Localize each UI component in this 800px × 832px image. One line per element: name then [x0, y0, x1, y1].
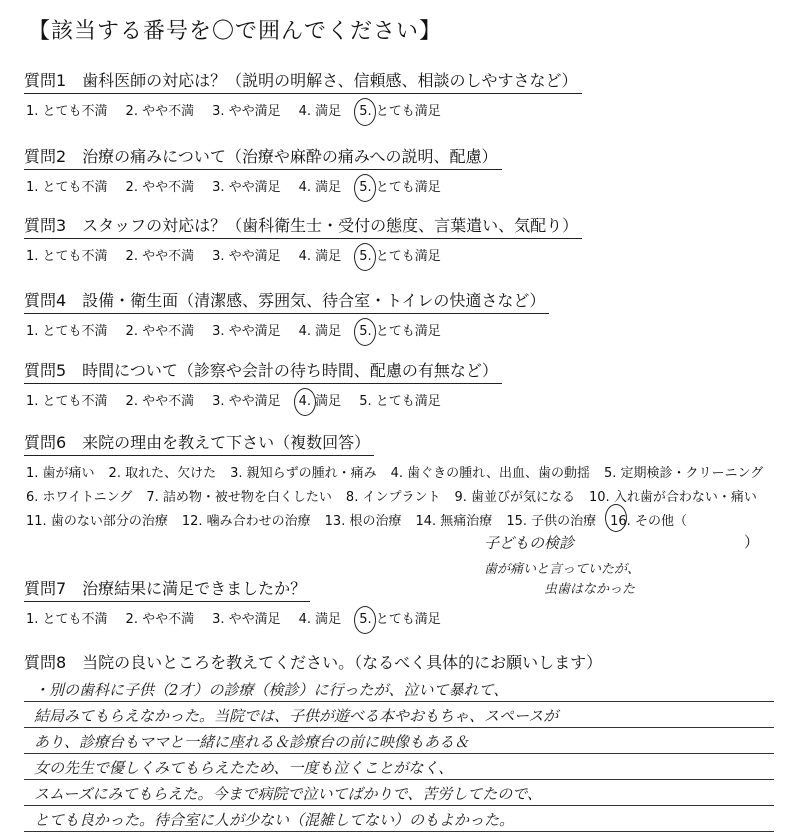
q1-option-5[interactable]: 5. とても満足: [359, 100, 441, 119]
q3-option-2[interactable]: 2. やや不満: [125, 249, 195, 264]
q6-note-line-1: 歯が痛いと言っていたが、: [484, 562, 641, 577]
q7-option-2[interactable]: 2. やや不満: [125, 612, 195, 627]
question-4: [24, 288, 784, 339]
question-2: [24, 144, 784, 195]
question-5: [24, 358, 784, 409]
question-6-options: [24, 462, 784, 534]
answer-line: あり、診療台もママと一緒に座れる＆診療台の前に映像もある＆: [24, 731, 774, 754]
question-1-title: 質問1 歯科医師の対応は？（説明の明解さ、信頼感、相談のしやすさなど）: [24, 68, 582, 94]
question-2-title: 質問2 治療の痛みについて（治療や麻酔の痛みへの説明、配慮）: [24, 144, 502, 170]
q2-option-1[interactable]: 1. とても不満: [26, 180, 108, 195]
q6-option-2[interactable]: 2. 取れた、欠けた: [108, 466, 217, 481]
question-2-options: [24, 176, 784, 195]
q2-option-4[interactable]: 4. 満足: [298, 180, 342, 195]
q6-option-9[interactable]: 9. 歯並びが気になる: [454, 490, 576, 505]
question-3-options: [24, 245, 784, 264]
question-7-title: 質問7 治療結果に満足できましたか？: [24, 576, 310, 602]
q6-option-6[interactable]: 6. ホワイトニング: [26, 490, 133, 505]
q4-selected-circle: [354, 318, 376, 346]
q5-option-5[interactable]: 5. とても満足: [359, 394, 441, 409]
q3-option-4[interactable]: 4. 満足: [298, 249, 342, 264]
q2-selected-circle: [354, 174, 376, 202]
question-4-title: 質問4 設備・衛生面（清潔感、雰囲気、待合室・トイレの快適さなど）: [24, 288, 549, 314]
q1-option-1[interactable]: 1. とても不満: [26, 104, 108, 119]
q6-option-8[interactable]: 8. インプラント: [345, 490, 441, 505]
question-5-options: [24, 390, 784, 409]
question-7-options: [24, 608, 784, 627]
answer-line: ・別の歯科に子供（2才）の診療（検診）に行ったが、泣いて暴れて、: [24, 679, 774, 702]
q1-option-3[interactable]: 3. やや満足: [212, 104, 281, 119]
q6-option-10[interactable]: 10. 入れ歯が合わない・痛い: [589, 490, 757, 505]
q1-option-4[interactable]: 4. 満足: [298, 104, 342, 119]
q5-selected-circle: [294, 388, 316, 416]
q4-option-5[interactable]: 5. とても満足: [359, 320, 441, 339]
question-8-answer: [24, 676, 774, 832]
question-8-title: 質問8 当院の良いところを教えてください。（なるべく具体的にお願いします）: [24, 653, 603, 672]
q6-option-1[interactable]: 1. 歯が痛い: [26, 466, 95, 481]
q2-option-2[interactable]: 2. やや不満: [125, 180, 195, 195]
q6-option-16[interactable]: 16. その他（: [610, 510, 687, 534]
q7-option-4[interactable]: 4. 満足: [298, 612, 342, 627]
q2-option-3[interactable]: 3. やや満足: [212, 180, 281, 195]
q2-option-5[interactable]: 5. とても満足: [359, 176, 441, 195]
q3-option-3[interactable]: 3. やや満足: [212, 249, 281, 264]
q5-option-2[interactable]: 2. やや不満: [125, 394, 195, 409]
instruction-header: 【該当する番号を〇で囲んでください】: [28, 19, 443, 44]
q4-option-1[interactable]: 1. とても不満: [26, 324, 108, 339]
q6-option-15[interactable]: 15. 子供の治療: [506, 514, 597, 529]
q4-option-2[interactable]: 2. やや不満: [125, 324, 195, 339]
answer-line: スムーズにみてもらえた。今まで病院で泣いてばかりで、苦労してたので、: [24, 783, 774, 806]
q6-option-4[interactable]: 4. 歯ぐきの腫れ、出血、歯の動揺: [390, 466, 590, 481]
q3-option-5[interactable]: 5. とても満足: [359, 245, 441, 264]
q7-option-3[interactable]: 3. やや満足: [212, 612, 281, 627]
q6-option-14[interactable]: 14. 無痛治療: [415, 514, 493, 529]
q5-option-1[interactable]: 1. とても不満: [26, 394, 108, 409]
answer-line: 女の先生で優しくみてもらえたため、一度も泣くことがなく、: [24, 757, 774, 780]
answer-line: とても良かった。待合室に人が少ない（混雑してない）のもよかった。: [24, 809, 774, 832]
q1-option-2[interactable]: 2. やや不満: [125, 104, 195, 119]
answer-line: 結局みてもらえなかった。当院では、子供が遊べる本やおもちゃ、スペースが: [24, 705, 774, 728]
q6-note-line-2: 虫歯はなかった: [544, 582, 636, 597]
question-1: [24, 68, 784, 119]
q4-option-3[interactable]: 3. やや満足: [212, 324, 281, 339]
q5-option-4[interactable]: 4. 満足: [299, 390, 342, 409]
q6-selected-circle: [605, 504, 627, 532]
q6-other-handwritten: 子どもの検診: [484, 534, 575, 552]
q6-option-5[interactable]: 5. 定期検診・クリーニング: [603, 466, 764, 481]
q7-option-5[interactable]: 5. とても満足: [359, 608, 441, 627]
q1-selected-circle: [354, 98, 376, 126]
question-3-title: 質問3 スタッフの対応は？（歯科衛生士・受付の態度、言葉遣い、気配り）: [24, 213, 582, 239]
q6-option-3[interactable]: 3. 親知らずの腫れ・痛み: [230, 466, 377, 481]
q6-option-7[interactable]: 7. 詰め物・被せ物を白くしたい: [146, 490, 332, 505]
question-5-title: 質問5 時間について（診察や会計の待ち時間、配慮の有無など）: [24, 358, 502, 384]
q3-option-1[interactable]: 1. とても不満: [26, 249, 108, 264]
q7-selected-circle: [354, 606, 376, 634]
q7-option-1[interactable]: 1. とても不満: [26, 612, 108, 627]
q6-option-13[interactable]: 13. 根の治療: [324, 514, 402, 529]
q6-close-paren: ）: [744, 533, 760, 551]
q6-option-12[interactable]: 12. 噛み合わせの治療: [181, 514, 311, 529]
question-4-options: [24, 320, 784, 339]
q4-option-4[interactable]: 4. 満足: [298, 324, 342, 339]
q5-option-3[interactable]: 3. やや満足: [212, 394, 281, 409]
question-1-options: [24, 100, 784, 119]
question-3: [24, 213, 784, 264]
question-7: [24, 576, 784, 627]
q3-selected-circle: [354, 243, 376, 271]
question-8: [24, 650, 784, 675]
question-6-title: 質問6 来院の理由を教えて下さい（複数回答）: [24, 430, 374, 456]
q6-option-11[interactable]: 11. 歯のない部分の治療: [26, 514, 168, 529]
